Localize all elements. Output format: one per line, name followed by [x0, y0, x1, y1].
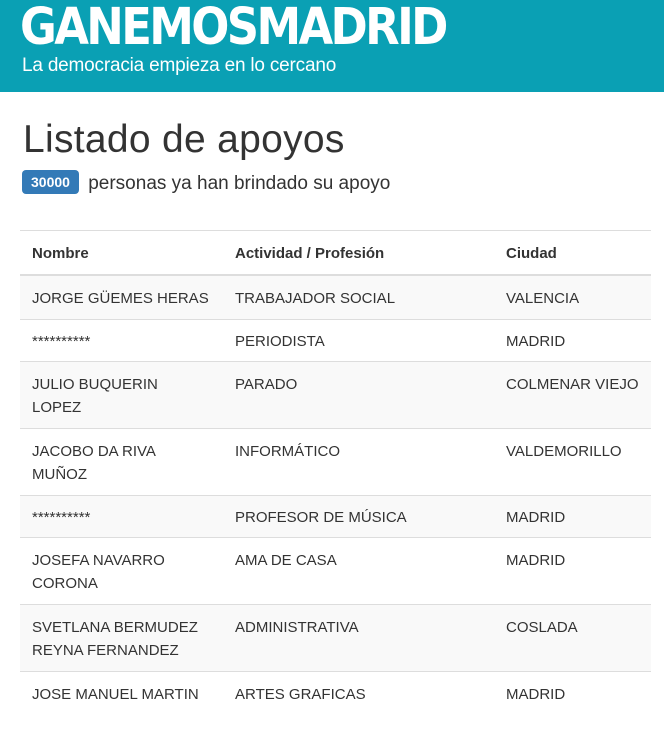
table-row	[20, 362, 651, 429]
column-header-actividad: Actividad / Profesión	[223, 231, 494, 276]
cell-ciudad: COSLADA	[494, 605, 651, 672]
site-tagline: La democracia empieza en lo cercano	[22, 55, 337, 76]
cell-nombre: JORGE GÜEMES HERAS	[20, 275, 223, 320]
table-row	[20, 538, 651, 605]
page-title: Listado de apoyos	[23, 118, 345, 161]
cell-nombre: JULIO BUQUERIN LOPEZ	[20, 362, 223, 429]
cell-actividad: PERIODISTA	[223, 320, 494, 362]
supporters-table	[20, 230, 651, 715]
cell-nombre: JACOBO DA RIVA MUÑOZ	[20, 429, 223, 496]
cell-ciudad: COLMENAR VIEJO	[494, 362, 651, 429]
cell-ciudad: MADRID	[494, 538, 651, 605]
cell-ciudad: MADRID	[494, 672, 651, 716]
cell-actividad: INFORMÁTICO	[223, 429, 494, 496]
cell-nombre: **********	[20, 320, 223, 362]
cell-nombre: **********	[20, 496, 223, 538]
cell-ciudad: MADRID	[494, 496, 651, 538]
cell-nombre: JOSEFA NAVARRO CORONA	[20, 538, 223, 605]
table-row	[20, 429, 651, 496]
table-row	[20, 672, 651, 716]
table-header-row	[20, 231, 651, 276]
table-row	[20, 496, 651, 538]
cell-nombre: SVETLANA BERMUDEZ REYNA FERNANDEZ	[20, 605, 223, 672]
support-count-badge: 30000	[22, 170, 79, 194]
table-row	[20, 275, 651, 320]
cell-actividad: ADMINISTRATIVA	[223, 605, 494, 672]
column-header-ciudad: Ciudad	[494, 231, 651, 276]
cell-ciudad: VALDEMORILLO	[494, 429, 651, 496]
table-row	[20, 605, 651, 672]
site-logo[interactable]: GANEMOSMADRID	[20, 0, 446, 57]
cell-actividad: AMA DE CASA	[223, 538, 494, 605]
table-row	[20, 320, 651, 362]
cell-ciudad: MADRID	[494, 320, 651, 362]
support-summary	[22, 172, 390, 196]
cell-ciudad: VALENCIA	[494, 275, 651, 320]
support-count-text: personas ya han brindado su apoyo	[88, 173, 391, 195]
cell-actividad: ARTES GRAFICAS	[223, 672, 494, 716]
site-header	[0, 0, 664, 92]
cell-actividad: TRABAJADOR SOCIAL	[223, 275, 494, 320]
cell-nombre: JOSE MANUEL MARTIN	[20, 672, 223, 716]
cell-actividad: PARADO	[223, 362, 494, 429]
column-header-nombre: Nombre	[20, 231, 223, 276]
cell-actividad: PROFESOR DE MÚSICA	[223, 496, 494, 538]
supporters-table-container	[20, 230, 651, 715]
